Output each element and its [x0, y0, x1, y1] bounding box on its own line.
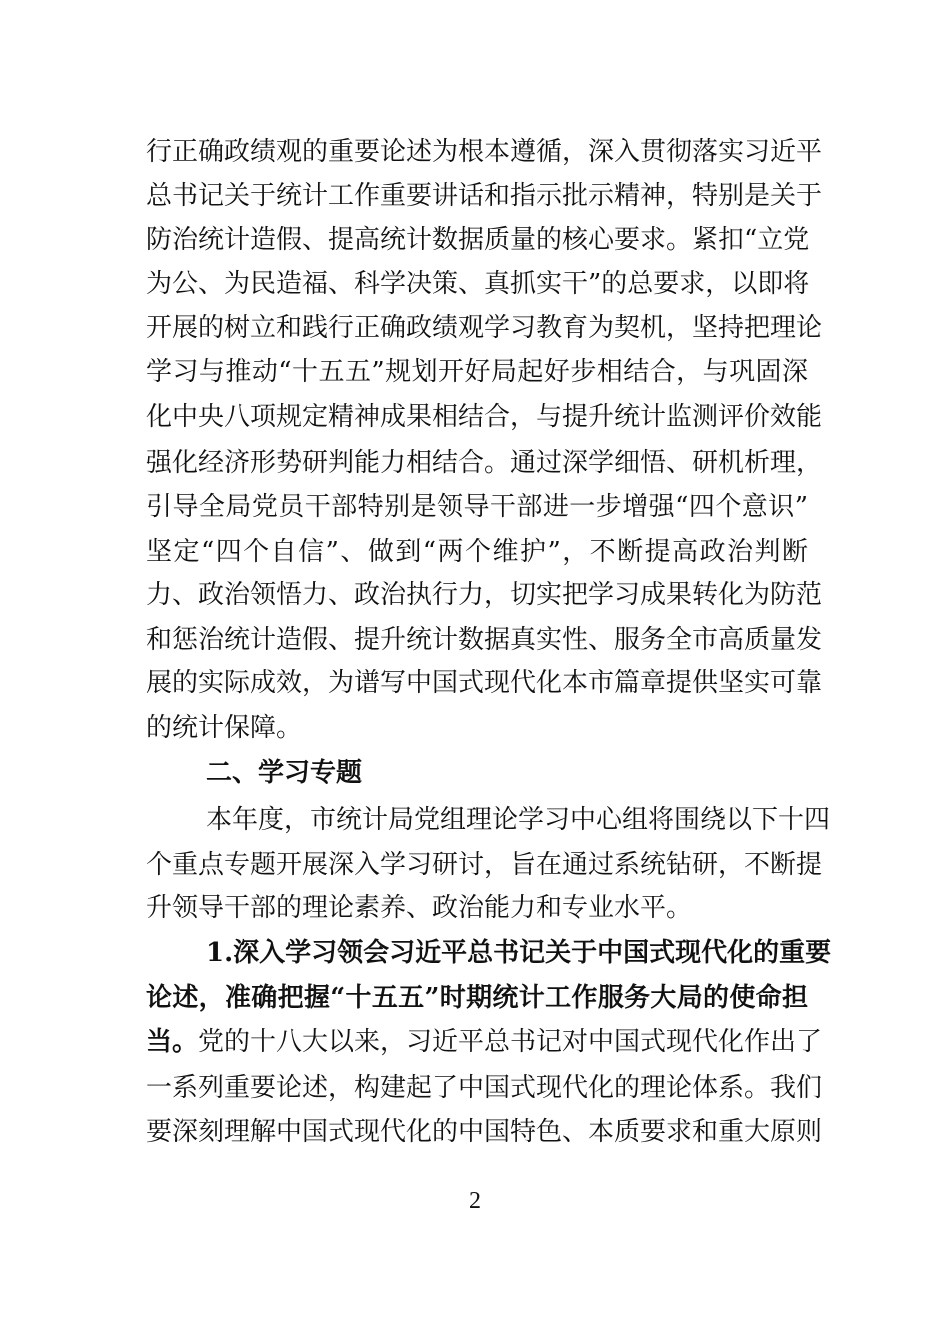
text-line: 和惩治统计造假、提升统计数据真实性、服务全市高质量发 — [146, 625, 823, 655]
text-line: 开展的树立和践行正确政绩观学习教育为契机，坚持把理论 — [146, 313, 823, 343]
text-line: 引导全局党员干部特别是领导干部进一步增强“四个意识” — [146, 492, 808, 522]
topic-title-line: 1.深入学习领会习近平总书记关于中国式现代化的重要 — [206, 938, 832, 968]
text-line: 展的实际成效，为谱写中国式现代化本市篇章提供坚实可靠 — [146, 668, 823, 698]
text-line: 力、政治领悟力、政治执行力，切实把学习成果转化为防范 — [146, 580, 823, 610]
text-fragment: 党的十八大以来，习近平总书记对中国式现代化作出了 — [198, 1027, 823, 1057]
text-line: 升领导干部的理论素养、政治能力和专业水平。 — [146, 893, 693, 923]
page-number: 2 — [469, 1188, 481, 1214]
text-line: 防治统计造假、提高统计数据质量的核心要求。紧扣“立党 — [146, 225, 810, 255]
text-line: 强化经济形势研判能力相结合。通过深学细悟、研机析理， — [146, 448, 823, 478]
text-line: 一系列重要论述，构建起了中国式现代化的理论体系。我们 — [146, 1073, 823, 1103]
text-line — [146, 1025, 823, 1059]
text-line: 本年度，市统计局党组理论学习中心组将围绕以下十四 — [206, 805, 831, 835]
section-heading: 二、学习专题 — [206, 758, 363, 788]
topic-title-tail: 当。 — [146, 1027, 199, 1057]
text-line: 的统计保障。 — [146, 713, 303, 743]
text-line: 行正确政绩观的重要论述为根本遵循，深入贯彻落实习近平 — [146, 137, 823, 167]
text-line: 个重点专题开展深入学习研讨，旨在通过系统钻研，不断提 — [146, 850, 823, 880]
text-line: 化中央八项规定精神成果相结合，与提升统计监测评价效能 — [146, 402, 823, 432]
text-line: 要深刻理解中国式现代化的中国特色、本质要求和重大原则 — [146, 1117, 823, 1147]
topic-title-line: 论述，准确把握“十五五”时期统计工作服务大局的使命担 — [146, 983, 808, 1013]
text-line: 坚定“四个自信”、做到“两个维护”，不断提高政治判断 — [146, 537, 808, 567]
text-line: 学习与推动“十五五”规划开好局起好步相结合，与巩固深 — [146, 357, 808, 387]
text-line: 为公、为民造福、科学决策、真抓实干”的总要求，以即将 — [146, 269, 810, 299]
text-line: 总书记关于统计工作重要讲话和指示批示精神，特别是关于 — [146, 181, 823, 211]
